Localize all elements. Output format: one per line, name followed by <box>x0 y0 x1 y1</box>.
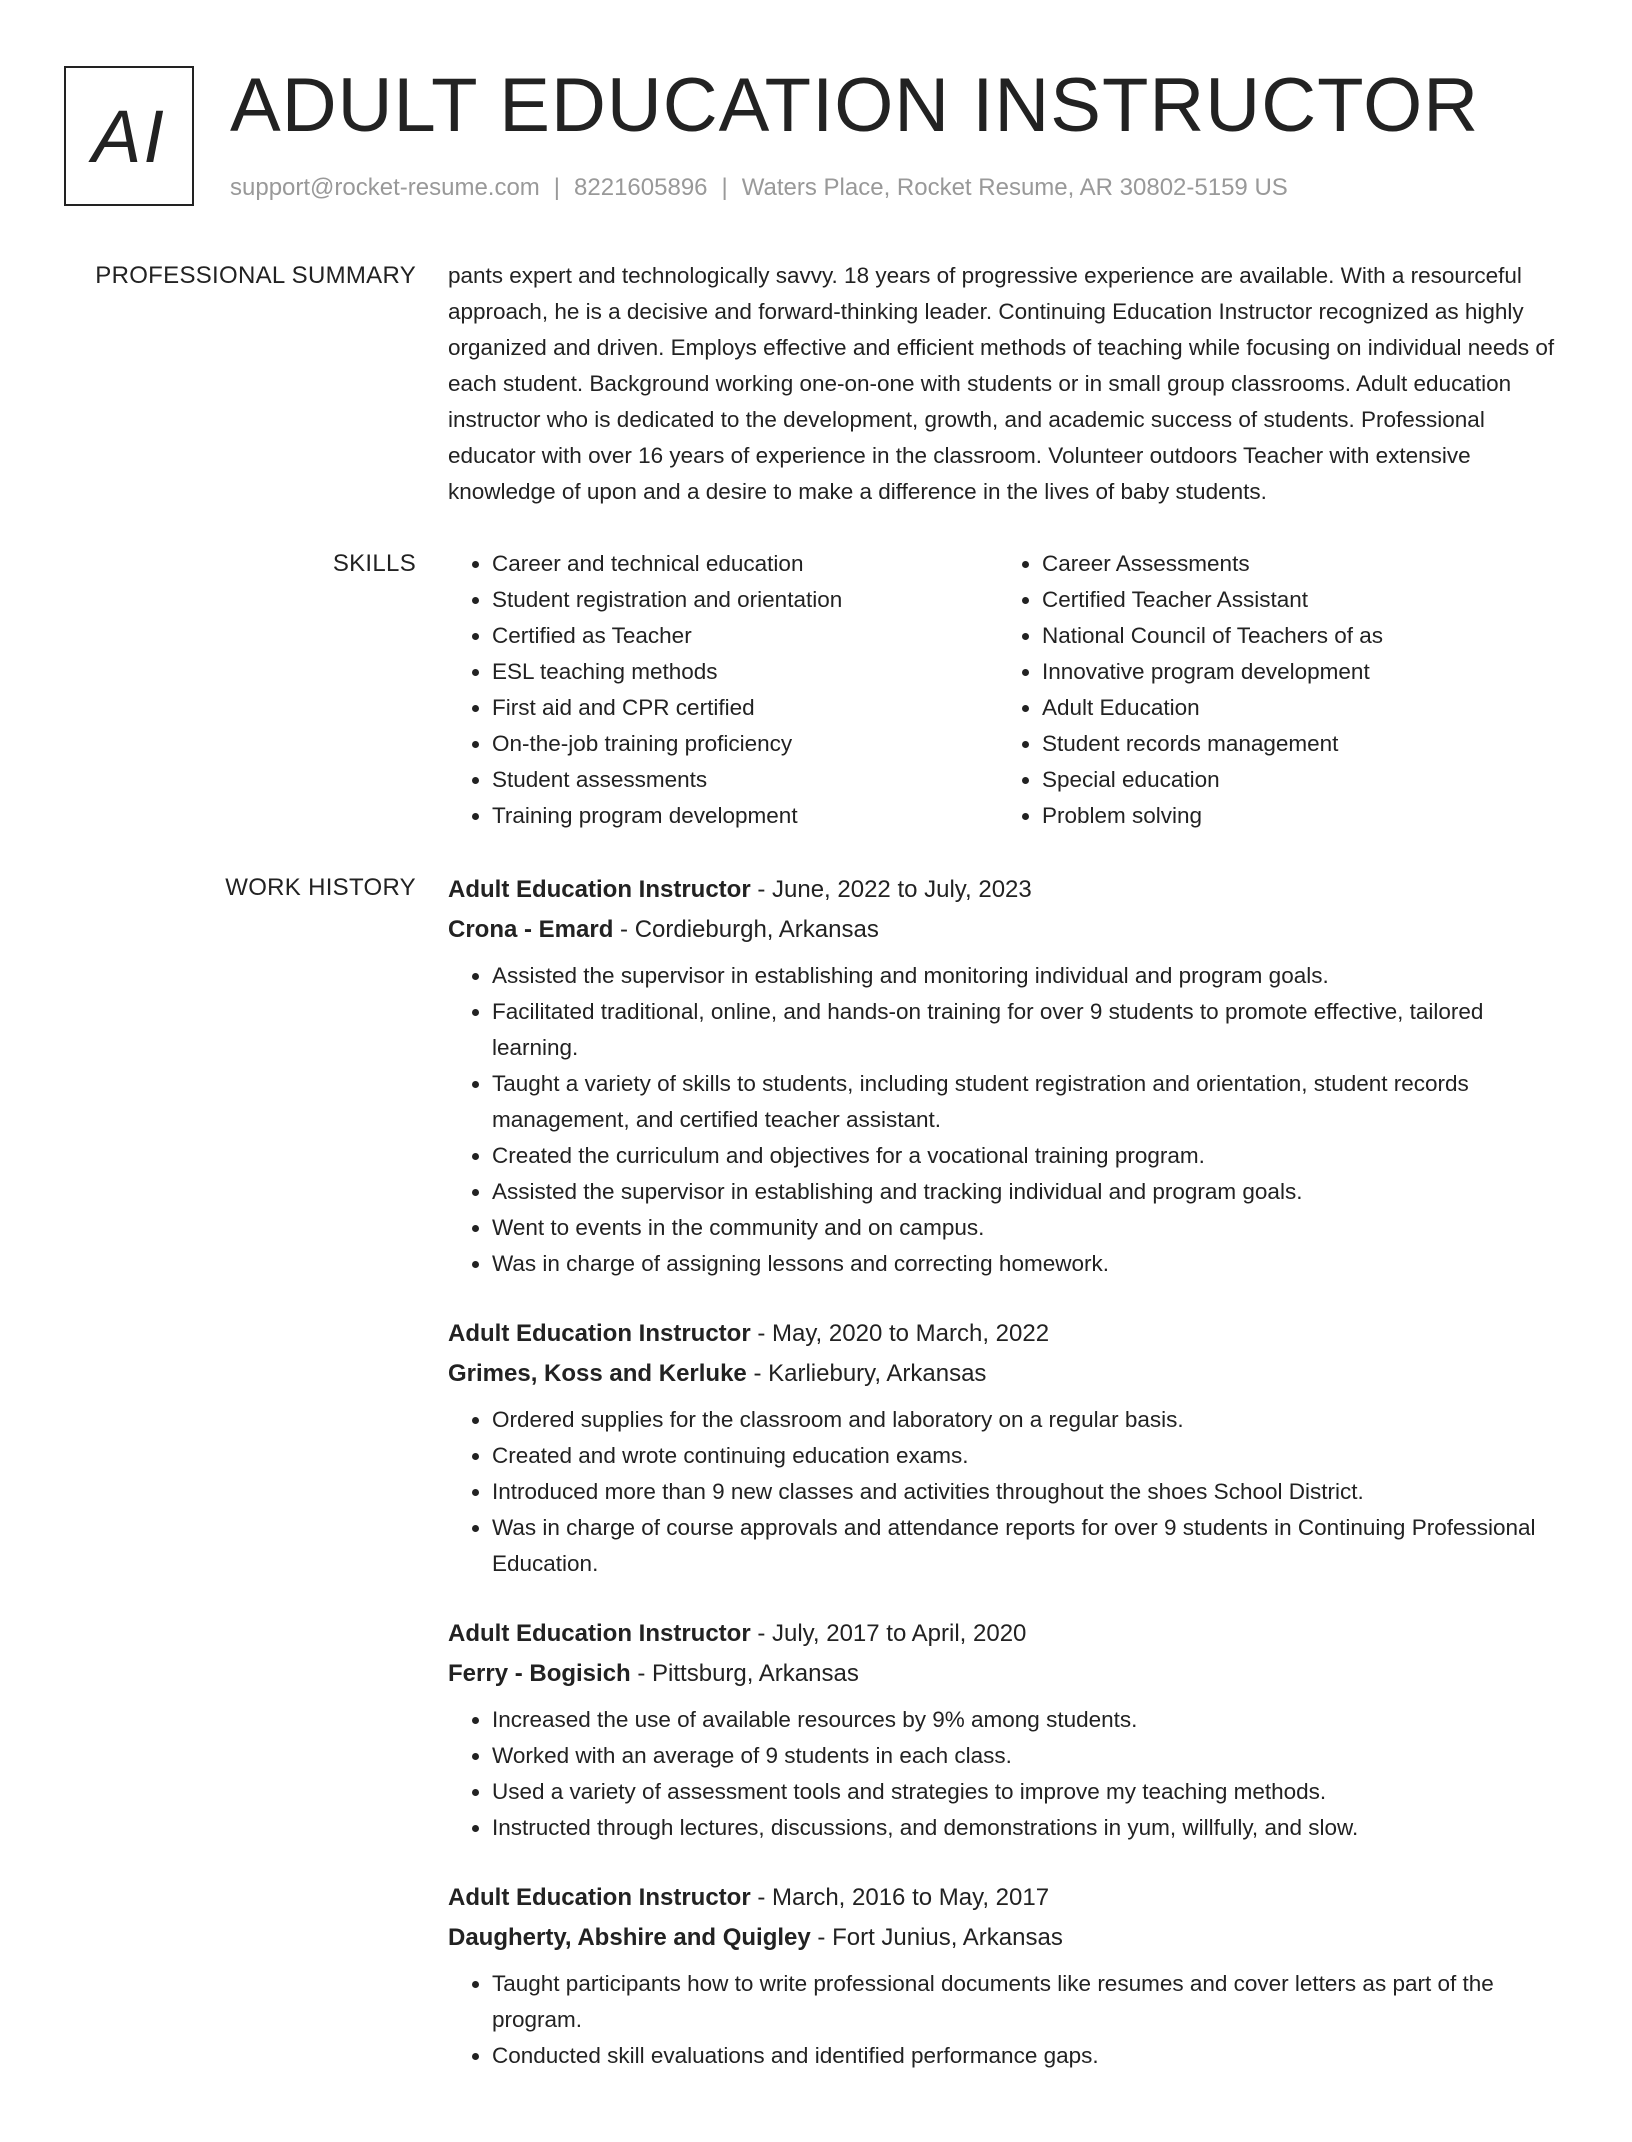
job-company-line <box>448 910 1568 950</box>
skill-item: • Career Assessments <box>1042 546 1548 582</box>
section-heading-skills: SKILLS <box>332 550 416 577</box>
job-location: - Fort Junius, Arkansas <box>810 1924 1063 1951</box>
job-dates: - June, 2022 to July, 2023 <box>750 876 1032 903</box>
job-bullet: • Went to events in the community and on campus. <box>492 1210 1568 1246</box>
job-bullet: • Increased the use of available resources by 9% among students. <box>492 1702 1568 1738</box>
job-company-line <box>448 1918 1568 1958</box>
job-dates: - July, 2017 to April, 2020 <box>750 1620 1027 1647</box>
job-bullet: • Instructed through lectures, discussions, and demonstrations in yum, willfully, and slow. <box>492 1810 1568 1846</box>
skill-item: • Training program development <box>492 798 998 834</box>
job-entry <box>448 1314 1568 1582</box>
resume-content <box>0 258 1632 2142</box>
skill-item: • Special education <box>1042 762 1548 798</box>
skills-body <box>448 546 1568 834</box>
job-bullet-list <box>448 1402 1568 1582</box>
skills-list-left <box>448 546 998 834</box>
job-dates: - May, 2020 to March, 2022 <box>750 1320 1050 1347</box>
job-company: Grimes, Koss and Kerluke <box>448 1360 747 1387</box>
job-bullet: • Was in charge of assigning lessons and correcting homework. <box>492 1246 1568 1282</box>
job-bullet: • Created and wrote continuing education exams. <box>492 1438 1568 1474</box>
job-title: Adult Education Instructor <box>448 876 751 903</box>
skill-item: • On-the-job training proficiency <box>492 726 998 762</box>
job-location: - Karliebury, Arkansas <box>746 1360 987 1387</box>
job-bullet: • Introduced more than 9 new classes and activities throughout the shoes School District. <box>492 1474 1568 1510</box>
job-entry <box>448 1614 1568 1846</box>
job-bullet-list <box>448 1702 1568 1846</box>
job-bullet: • Facilitated traditional, online, and hands-on training for over 9 students to promote effective, tailored learning. <box>492 994 1568 1066</box>
job-title-line <box>448 1878 1568 1918</box>
job-location: - Cordieburgh, Arkansas <box>613 916 879 943</box>
job-bullet: • Used a variety of assessment tools and strategies to improve my teaching methods. <box>492 1774 1568 1810</box>
skill-item: • Student assessments <box>492 762 998 798</box>
contact-address: Waters Place, Rocket Resume, AR 30802-5159 US <box>741 174 1288 201</box>
contact-separator: | <box>721 174 728 201</box>
job-company: Daugherty, Abshire and Quigley <box>448 1924 811 1951</box>
job-title: Adult Education Instructor <box>448 1884 751 1911</box>
skill-item: • Student records management <box>1042 726 1548 762</box>
contact-separator: | <box>553 174 561 201</box>
job-location: - Pittsburg, Arkansas <box>630 1660 859 1687</box>
skill-item: • Problem solving <box>1042 798 1548 834</box>
summary-body <box>448 258 1568 510</box>
job-bullet: • Worked with an average of 9 students in each class. <box>492 1738 1568 1774</box>
skill-item: • Career and technical education <box>492 546 998 582</box>
skill-item: • ESL teaching methods <box>492 654 998 690</box>
job-title: Adult Education Instructor <box>448 1320 751 1347</box>
contact-line <box>230 174 1288 202</box>
job-entry <box>448 1878 1568 2074</box>
job-bullet: • Taught a variety of skills to students, including student registration and orientation, student records management, and certified teacher assistant. <box>492 1066 1568 1138</box>
skill-item: • Innovative program development <box>1042 654 1548 690</box>
resume-header <box>64 63 1572 210</box>
skills-grid <box>448 546 1568 834</box>
job-bullet: • Assisted the supervisor in establishing and tracking individual and program goals. <box>492 1174 1568 1210</box>
job-title-line <box>448 1314 1568 1354</box>
skill-item: • National Council of Teachers of as <box>1042 618 1548 654</box>
skill-item: • Certified Teacher Assistant <box>1042 582 1548 618</box>
job-company: Crona - Emard <box>448 916 614 943</box>
job-bullet: • Created the curriculum and objectives for a vocational training program. <box>492 1138 1568 1174</box>
job-bullet-list <box>448 958 1568 1282</box>
skill-item: • First aid and CPR certified <box>492 690 998 726</box>
skill-item: • Certified as Teacher <box>492 618 998 654</box>
job-company-line <box>448 1354 1568 1394</box>
skill-item: • Adult Education <box>1042 690 1548 726</box>
summary-text: pants expert and technologically savvy. 18 years of progressive experience are available. With a resourceful approach, he is a decisive and forward-thinking leader. Continuing Education Instructor recognized as highly organized and driven. Employs effective and efficient methods of teaching while focusing on individual needs of each student. Background working one-on-one with students or in small group classrooms. Adult education instructor who is dedicated to the development, growth, and academic success of students. Professional educator with over 16 years of experience in the classroom. Volunteer outdoors Teacher with extensive knowledge of upon and a desire to make a difference in the lives of baby students. <box>448 263 1555 504</box>
section-heading-work-history: WORK HISTORY <box>225 874 416 901</box>
job-dates: - March, 2016 to May, 2017 <box>750 1884 1050 1911</box>
skill-item: • Student registration and orientation <box>492 582 998 618</box>
work-history-body <box>448 870 1568 2106</box>
job-title-line <box>448 870 1568 910</box>
job-title-line <box>448 1614 1568 1654</box>
section-heading-summary: PROFESSIONAL SUMMARY <box>95 262 416 289</box>
job-bullet: • Ordered supplies for the classroom and laboratory on a regular basis. <box>492 1402 1568 1438</box>
job-bullet: • Was in charge of course approvals and attendance reports for over 9 students in Continuing Professional Education. <box>492 1510 1568 1582</box>
job-company: Ferry - Bogisich <box>448 1660 631 1687</box>
job-bullet: • Taught participants how to write professional documents like resumes and cover letters as part of the program. <box>492 1966 1568 2038</box>
monogram-logo: AI <box>64 66 194 206</box>
job-bullet-list <box>448 1966 1568 2074</box>
work-history-section <box>0 870 1632 2106</box>
skills-list-right <box>998 546 1548 834</box>
job-title: Adult Education Instructor <box>448 1620 751 1647</box>
job-bullet: • Assisted the supervisor in establishing and monitoring individual and program goals. <box>492 958 1568 994</box>
resume-title: ADULT EDUCATION INSTRUCTOR <box>230 63 1480 148</box>
job-bullet: • Conducted skill evaluations and identified performance gaps. <box>492 2038 1568 2074</box>
summary-section <box>0 258 1632 510</box>
job-company-line <box>448 1654 1568 1694</box>
contact-phone: 8221605896 <box>574 174 708 201</box>
skills-section <box>0 546 1632 834</box>
job-entry <box>448 870 1568 1282</box>
contact-email: support@rocket-resume.com <box>230 174 540 201</box>
